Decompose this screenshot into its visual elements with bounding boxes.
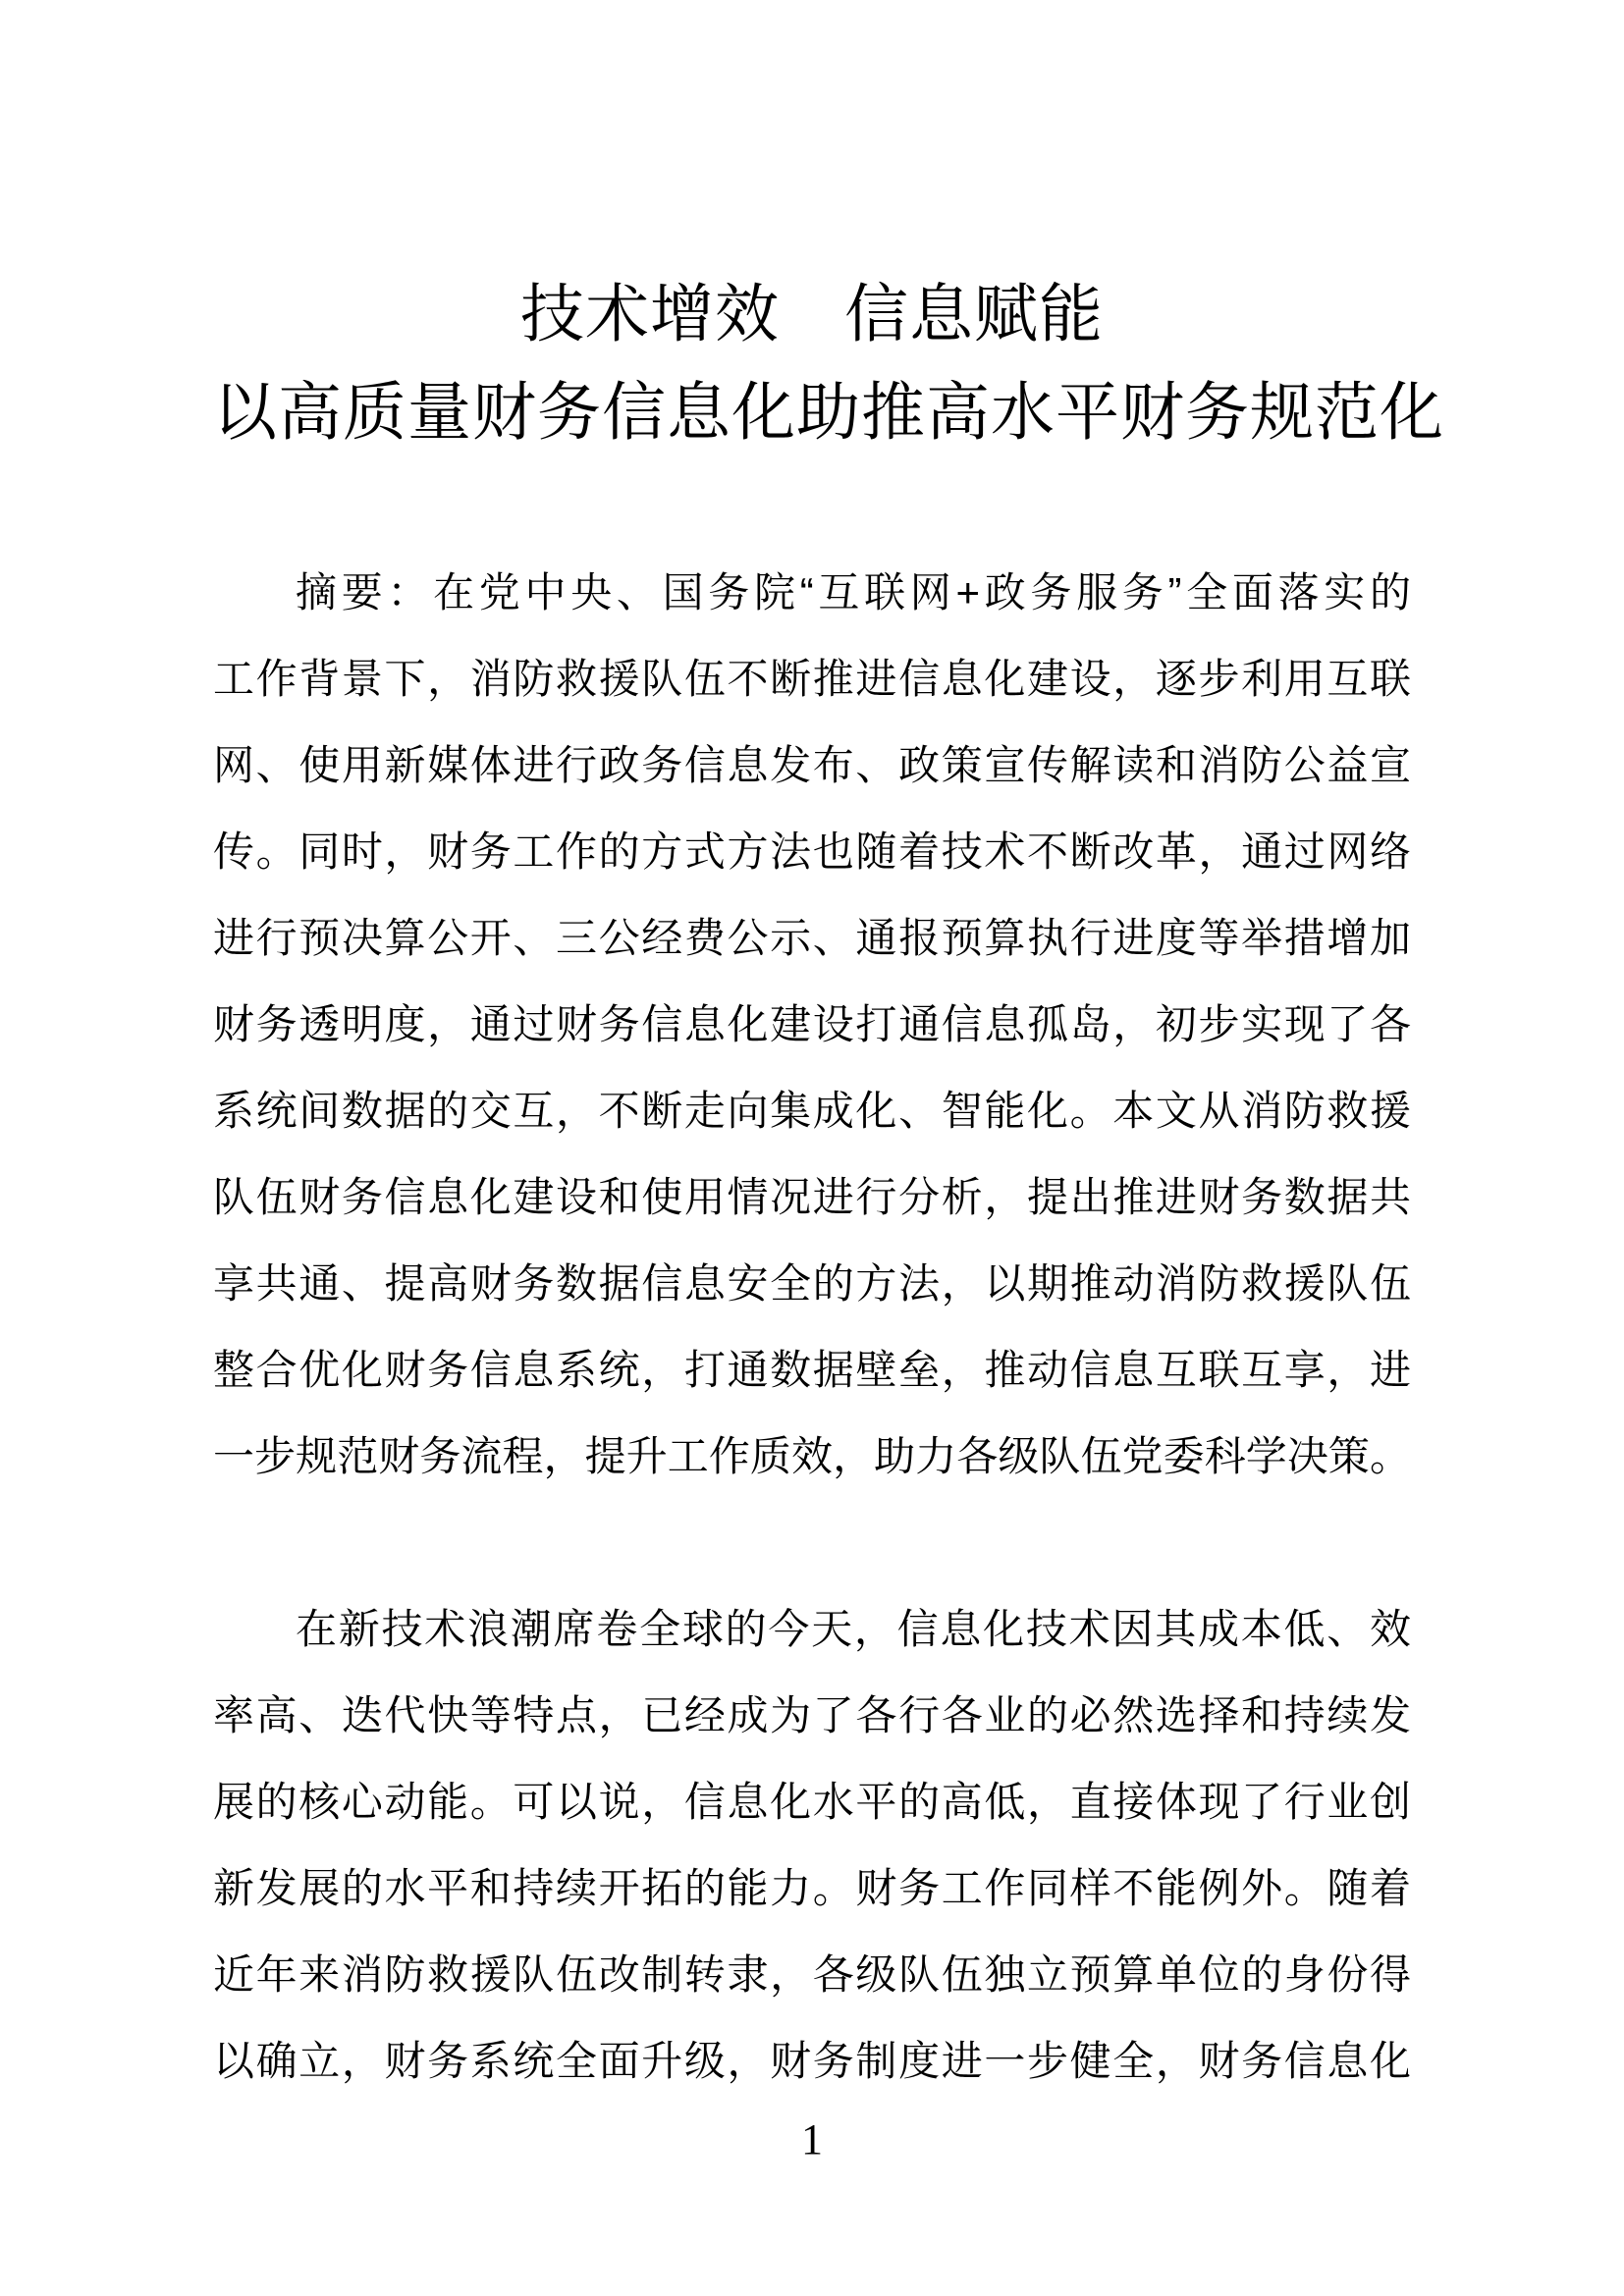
- text-line: 摘要：在党中央、国务院“互联网+政务服务”全面落实的: [296, 569, 1411, 615]
- text-line: 新发展的水平和持续开拓的能力。财务工作同样不能例外。随着: [213, 1865, 1411, 1911]
- text-line: 进行预决算公开、三公经费公示、通报预算执行进度等举措增加: [213, 915, 1411, 961]
- abstract-paragraph: [213, 550, 1411, 1500]
- title-line-1: 技术增效 信息赋能: [519, 278, 1104, 349]
- text-line: 在新技术浪潮席卷全球的今天，信息化技术因其成本低、效: [296, 1606, 1411, 1652]
- text-line: 近年来消防救援队伍改制转隶，各级队伍独立预算单位的身份得: [213, 1951, 1411, 1998]
- page-content: [213, 265, 1445, 2167]
- text-line: 展的核心动能。可以说，信息化水平的高低，直接体现了行业创: [213, 1779, 1411, 1825]
- text-line: 财务透明度，通过财务信息化建设打通信息孤岛，初步实现了各: [213, 1001, 1411, 1047]
- text-line: 网、使用新媒体进行政务信息发布、政策宣传解读和消防公益宣: [213, 742, 1411, 788]
- body-paragraph: [213, 1586, 1411, 2105]
- text-line: 一步规范财务流程，提升工作质效，助力各级队伍党委科学决策。: [213, 1433, 1411, 1479]
- text-line: 以确立，财务系统全面升级，财务制度进一步健全，财务信息化: [213, 2038, 1411, 2084]
- text-line: 整合优化财务信息系统，打通数据壁垒，推动信息互联互享，进: [213, 1347, 1411, 1393]
- page-number: 1: [801, 2115, 823, 2163]
- text-line: 队伍财务信息化建设和使用情况进行分析，提出推进财务数据共: [213, 1174, 1411, 1220]
- text-line: 率高、迭代快等特点，已经成为了各行各业的必然选择和持续发: [213, 1692, 1411, 1738]
- text-line: 系统间数据的交互，不断走向集成化、智能化。本文从消防救援: [213, 1088, 1411, 1134]
- text-line: 享共通、提高财务数据信息安全的方法，以期推动消防救援队伍: [213, 1260, 1411, 1307]
- text-line: 工作背景下，消防救援队伍不断推进信息化建设，逐步利用互联: [213, 656, 1411, 702]
- title-line-2: 以高质量财务信息化助推高水平财务规范化: [213, 376, 1445, 448]
- document-title: [213, 265, 1445, 461]
- text-line: 传。同时，财务工作的方式方法也随着技术不断改革，通过网络: [213, 828, 1411, 875]
